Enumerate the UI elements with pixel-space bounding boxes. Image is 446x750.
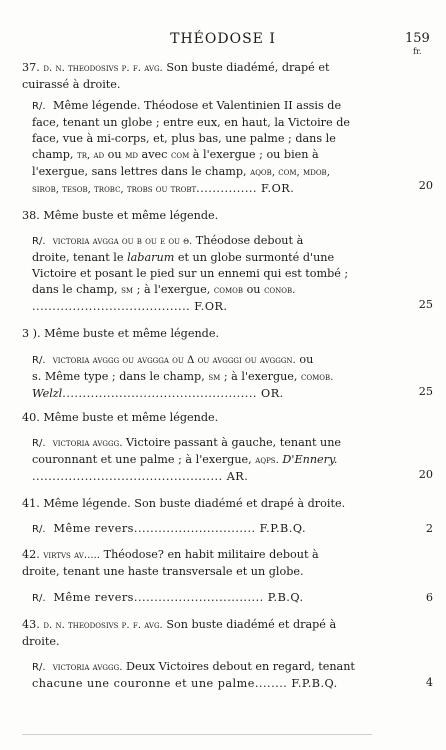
text-line (32, 250, 392, 266)
entry-value: 20 (418, 468, 433, 481)
text-segment: comob. (301, 372, 334, 383)
text-segment: à l'exergue ; ou bien à (189, 148, 319, 161)
text-segment: tr, ad (77, 150, 105, 161)
text-line (22, 634, 382, 650)
text-segment: com (170, 150, 190, 161)
text-segment: Son buste diadémé, drapé et (162, 61, 330, 74)
entry-value: 2 (425, 522, 433, 535)
text-segment: 37. (22, 61, 44, 74)
text-segment: 41. Même légende. Son buste diadémé et drapé à droite. (22, 497, 346, 510)
page-title: THÉODOSE I (170, 31, 276, 47)
text-segment: et un globe surmonté d'une (174, 251, 335, 264)
text-segment: ............... F.OR. (196, 182, 295, 195)
entry-text (22, 617, 382, 650)
entry-value: 25 (418, 298, 433, 311)
text-segment: avec (137, 148, 171, 161)
reverse-symbol: R/. (32, 662, 46, 673)
text-line (32, 452, 392, 469)
text-segment: 38. Même buste et même légende. (22, 209, 219, 222)
text-segment: 3 ). Même buste et même légende. (22, 327, 220, 340)
text-segment: Deux Victoires debout en regard, tenant (122, 660, 355, 673)
text-line (22, 326, 382, 342)
text-line (32, 469, 392, 485)
entry-text (22, 60, 382, 93)
entry-text (32, 435, 392, 485)
entry-value: 20 (418, 179, 433, 192)
text-segment: face, vue à mi-corps, et, plus bas, une palme ; dans le (32, 132, 336, 145)
entry-value: 6 (425, 591, 433, 604)
entry-text (32, 233, 392, 315)
text-segment: sm (208, 372, 221, 383)
text-segment: ou (243, 283, 265, 296)
entry-text (32, 352, 392, 402)
text-segment: d. n. theodosivs p. f. avg. (43, 620, 163, 631)
text-line (32, 299, 392, 315)
text-segment: couronnant et une palme ; à l'exergue, (32, 453, 256, 466)
text-line (32, 115, 392, 131)
text-segment: l'exergue, sans lettres dans le champ, (32, 165, 251, 178)
text-segment: Théodose? en habit militaire debout à (100, 548, 319, 561)
reverse-symbol: R/. (32, 355, 46, 366)
text-line (22, 547, 382, 564)
entry-text (32, 659, 392, 692)
text-segment: Welzl (32, 387, 63, 400)
page-number: 159 (405, 31, 430, 46)
text-line (32, 435, 392, 452)
text-segment: comob (213, 285, 244, 296)
text-segment: sm (121, 285, 134, 296)
text-segment: Victoire et posant le pied sur un ennemi qui est tombé ; (32, 267, 349, 280)
text-line (22, 208, 382, 224)
text-line (32, 181, 392, 198)
text-line (32, 521, 392, 538)
text-segment: droite. (22, 635, 60, 648)
text-line (32, 676, 392, 692)
text-segment: Victoire passant à gauche, tenant une (122, 436, 342, 449)
text-segment: ; à l'exergue, (220, 370, 302, 383)
entry-value: 4 (425, 676, 433, 689)
entry-text (22, 410, 382, 426)
text-segment: Même légende. Théodose et Valentinien II assis de (49, 99, 342, 112)
reverse-symbol: R/. (32, 593, 46, 604)
reverse-symbol: R/. (32, 101, 46, 112)
text-segment: Théodose debout à (192, 234, 304, 247)
text-segment: champ, (32, 148, 78, 161)
entry-text (32, 98, 392, 198)
text-segment: virtvs av..... (43, 550, 101, 561)
text-segment: d. n. theodosivs p. f. avg. (43, 63, 163, 74)
text-line (32, 369, 392, 386)
text-line (32, 590, 392, 607)
entry-value: 25 (418, 385, 433, 398)
text-segment: victoria avgga ou b ou e ou θ. (49, 236, 193, 247)
text-segment: face, tenant un globe ; entre eux, en haut, la Victoire de (32, 116, 350, 129)
text-segment: droite, tenant le (32, 251, 128, 264)
text-segment: Même revers.............................. F.P.B.Q. (49, 522, 306, 535)
text-segment: ....................................... F.OR. (32, 300, 228, 313)
entry-text (22, 326, 382, 342)
text-segment: ................................................ OR. (62, 387, 284, 400)
text-segment: aqps. (255, 455, 279, 466)
text-segment: labarum (127, 251, 175, 264)
text-segment: chacune une couronne et une palme........ F.P.B.Q. (32, 677, 338, 690)
text-line (22, 410, 382, 426)
text-segment: ou (104, 148, 126, 161)
text-line (22, 617, 382, 634)
entry-text (22, 496, 382, 512)
entry-text (22, 208, 382, 224)
text-segment: md (125, 150, 138, 161)
text-line (32, 233, 392, 250)
text-segment: ............................................... AR. (32, 470, 249, 483)
reverse-symbol: R/. (32, 438, 46, 449)
text-line (32, 164, 392, 181)
text-line (32, 659, 392, 676)
footer-rule (22, 734, 372, 735)
text-segment: 42. (22, 548, 44, 561)
text-segment: victoria avggg. (49, 438, 123, 449)
text-line (32, 352, 392, 369)
reverse-symbol: R/. (32, 236, 46, 247)
text-segment: aqob, com, mdob, (250, 167, 330, 178)
text-segment: victoria avggg ou avggga ou Δ ou avgggi ou avgggn. (49, 355, 296, 366)
text-line (32, 386, 392, 402)
entry-text (32, 521, 392, 538)
text-segment: D'Ennery. (282, 453, 338, 466)
text-segment: ou (295, 353, 314, 366)
entry-text (22, 547, 382, 580)
text-line (32, 266, 392, 282)
text-segment: 43. (22, 618, 44, 631)
value-unit-label: fr. (413, 47, 422, 56)
text-segment: s. Même type ; dans le champ, (32, 370, 209, 383)
text-segment: droite, tenant une haste transversale et un globe. (22, 565, 304, 578)
entry-text (32, 590, 392, 607)
text-line (32, 131, 392, 147)
text-segment: victoria avggg. (49, 662, 123, 673)
text-line (32, 98, 392, 115)
text-line (22, 564, 382, 580)
text-segment: 40. Même buste et même légende. (22, 411, 219, 424)
text-segment: dans le champ, (32, 283, 122, 296)
text-line (22, 77, 382, 93)
text-segment: Même revers................................ P.B.Q. (49, 591, 304, 604)
text-line (32, 147, 392, 164)
text-segment: ; à l'exergue, (133, 283, 214, 296)
text-segment: sirob, tesob, trobc, trobs ou trobt (32, 184, 197, 195)
text-line (32, 282, 392, 299)
text-segment: Son buste diadémé et drapé à (162, 618, 337, 631)
text-line (22, 60, 382, 77)
text-segment: conob. (264, 285, 296, 296)
text-segment: cuirassé à droite. (22, 78, 121, 91)
reverse-symbol: R/. (32, 524, 46, 535)
text-line (22, 496, 382, 512)
